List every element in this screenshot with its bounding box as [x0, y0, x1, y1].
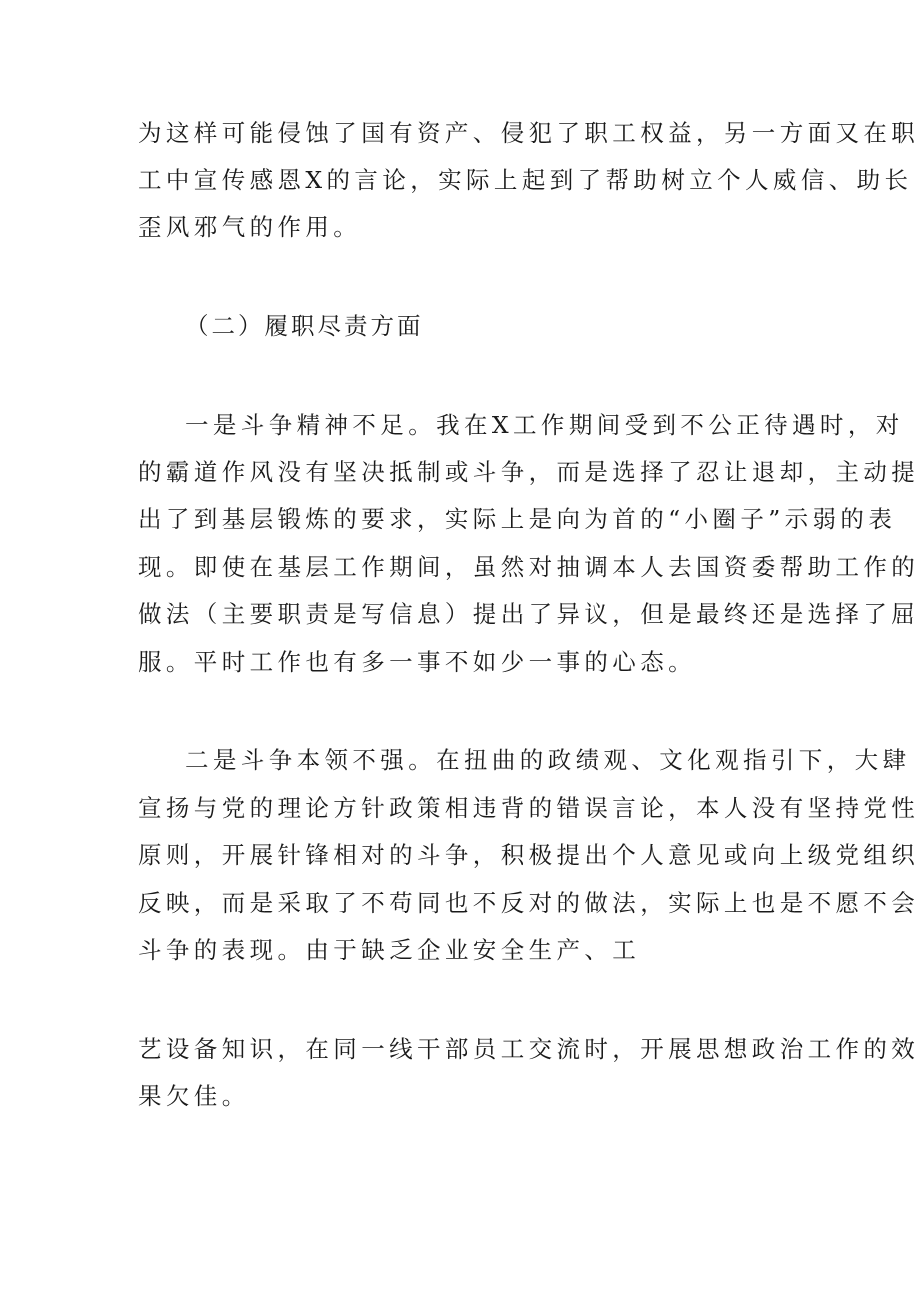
paragraph-line: 反映，而是采取了不苟同也不反对的做法，实际上也是不愿不会 [138, 889, 920, 917]
paragraph-line: 工中宣传感恩X的言论，实际上起到了帮助树立个人威信、助长 [138, 166, 913, 194]
paragraph-line: 二是斗争本领不强。在扭曲的政绩观、文化观指引下，大肆 [185, 746, 911, 774]
paragraph-line: 果欠佳。 [138, 1082, 250, 1110]
paragraph-line: 宣扬与党的理论方针政策相违背的错误言论，本人没有坚持党性 [138, 794, 920, 822]
paragraph-line: 现。即使在基层工作期间，虽然对抽调本人去国资委帮助工作的 [138, 553, 920, 581]
paragraph-line: 的霸道作风没有坚决抵制或斗争，而是选择了忍让退却，主动提 [138, 458, 920, 486]
paragraph-line: 斗争的表现。由于缺乏企业安全生产、工 [138, 936, 641, 964]
paragraph-line: 一是斗争精神不足。我在X工作期间受到不公正待遇时，对 [185, 411, 904, 439]
paragraph-line: 歪风邪气的作用。 [138, 213, 362, 241]
paragraph-line: 做法（主要职责是写信息）提出了异议，但是最终还是选择了屈 [138, 600, 920, 628]
paragraph-line: 为这样可能侵蚀了国有资产、侵犯了职工权益，另一方面又在职 [138, 119, 920, 147]
section-heading: （二）履职尽责方面 [185, 312, 424, 340]
paragraph-line: 出了到基层锻炼的要求，实际上是向为首的“小圈子”示弱的表 [138, 505, 897, 533]
paragraph-line: 原则，开展针锋相对的斗争，积极提出个人意见或向上级党组织 [138, 841, 920, 869]
paragraph-line: 服。平时工作也有多一事不如少一事的心态。 [138, 648, 696, 676]
paragraph-line: 艺设备知识，在同一线干部员工交流时，开展思想政治工作的效 [138, 1035, 920, 1063]
